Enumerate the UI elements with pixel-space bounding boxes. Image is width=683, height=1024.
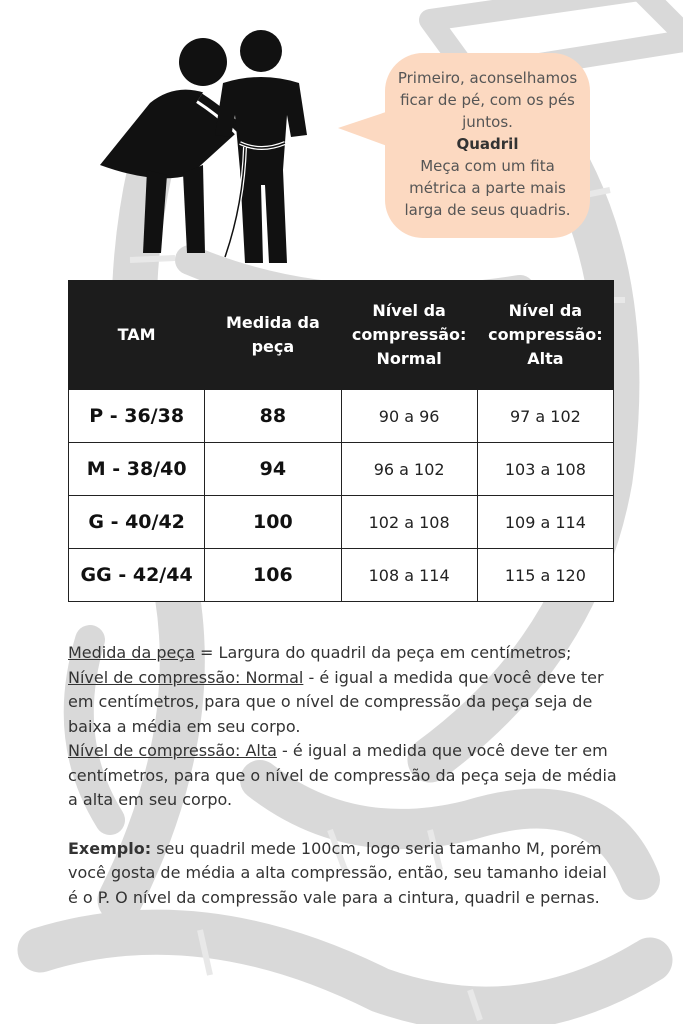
header-cell-medida: Medida da peça	[205, 281, 341, 390]
alta-cell: 97 a 102	[477, 390, 613, 443]
table-row	[69, 549, 614, 602]
example-text: seu quadril mede 100cm, logo seria tamanho M, porém você gosta de média a alta compressão, então, seu tamanho ideial é o P. O nível da compressão vale para a cintura, quadril e pernas.	[68, 838, 607, 907]
measure-cell: 106	[205, 549, 341, 602]
measure-cell: 94	[205, 443, 341, 496]
normal-cell: 102 a 108	[341, 496, 477, 549]
size-cell: M - 38/40	[69, 443, 205, 496]
note-text: - é igual a medida que você deve ter em centímetros, para que o nível de compressão da peça seja de baixa a média em seu corpo.	[68, 667, 604, 736]
spacer	[68, 813, 618, 837]
bubble-line: ficar de pé, com os pés	[400, 91, 575, 109]
measure-cell: 100	[205, 496, 341, 549]
bubble-line: métrica a parte mais	[409, 179, 566, 197]
size-cell: P - 36/38	[69, 390, 205, 443]
table-row	[69, 443, 614, 496]
bubble-line: Meça com um fita	[420, 157, 555, 175]
header-cell-normal: Nível da compressão: Normal	[341, 281, 477, 390]
alta-cell: 109 a 114	[477, 496, 613, 549]
size-cell: G - 40/42	[69, 496, 205, 549]
note-example	[68, 837, 618, 911]
alta-cell: 103 a 108	[477, 443, 613, 496]
man-head-icon	[240, 30, 282, 72]
bubble-line: larga de seus quadris.	[404, 201, 571, 219]
speech-bubble	[385, 53, 590, 238]
note-medida	[68, 641, 618, 666]
note-text: = Largura do quadril da peça em centímetros;	[194, 643, 572, 662]
bubble-heading: Quadril	[456, 135, 519, 153]
normal-cell: 96 a 102	[341, 443, 477, 496]
woman-head-icon	[179, 38, 227, 86]
example-term: Exemplo:	[68, 838, 152, 858]
bubble-text	[385, 67, 590, 221]
notes-section	[68, 641, 618, 910]
note-term: Medida da peça	[68, 643, 195, 662]
note-normal	[68, 666, 618, 740]
size-cell: GG - 42/44	[69, 549, 205, 602]
table-header-row	[69, 281, 614, 390]
bubble-line: juntos.	[462, 113, 513, 131]
man-body-icon	[215, 77, 307, 170]
measuring-figures-illustration	[95, 25, 320, 270]
size-table	[68, 280, 614, 602]
header-cell-tam: TAM	[69, 281, 205, 390]
header-cell-alta: Nível da compressão: Alta	[477, 281, 613, 390]
measure-cell: 88	[205, 390, 341, 443]
table-row	[69, 496, 614, 549]
alta-cell: 115 a 120	[477, 549, 613, 602]
note-text: - é igual a medida que você deve ter em centímetros, para que o nível de compressão da peça seja de média a alta em seu corpo.	[68, 741, 617, 809]
note-term: Nível de compressão: Alta	[68, 741, 277, 760]
note-alta	[68, 739, 618, 813]
table-row	[69, 390, 614, 443]
note-term: Nível de compressão: Normal	[68, 667, 304, 687]
bubble-line: Primeiro, aconselhamos	[397, 69, 578, 87]
normal-cell: 108 a 114	[341, 549, 477, 602]
normal-cell: 90 a 96	[341, 390, 477, 443]
